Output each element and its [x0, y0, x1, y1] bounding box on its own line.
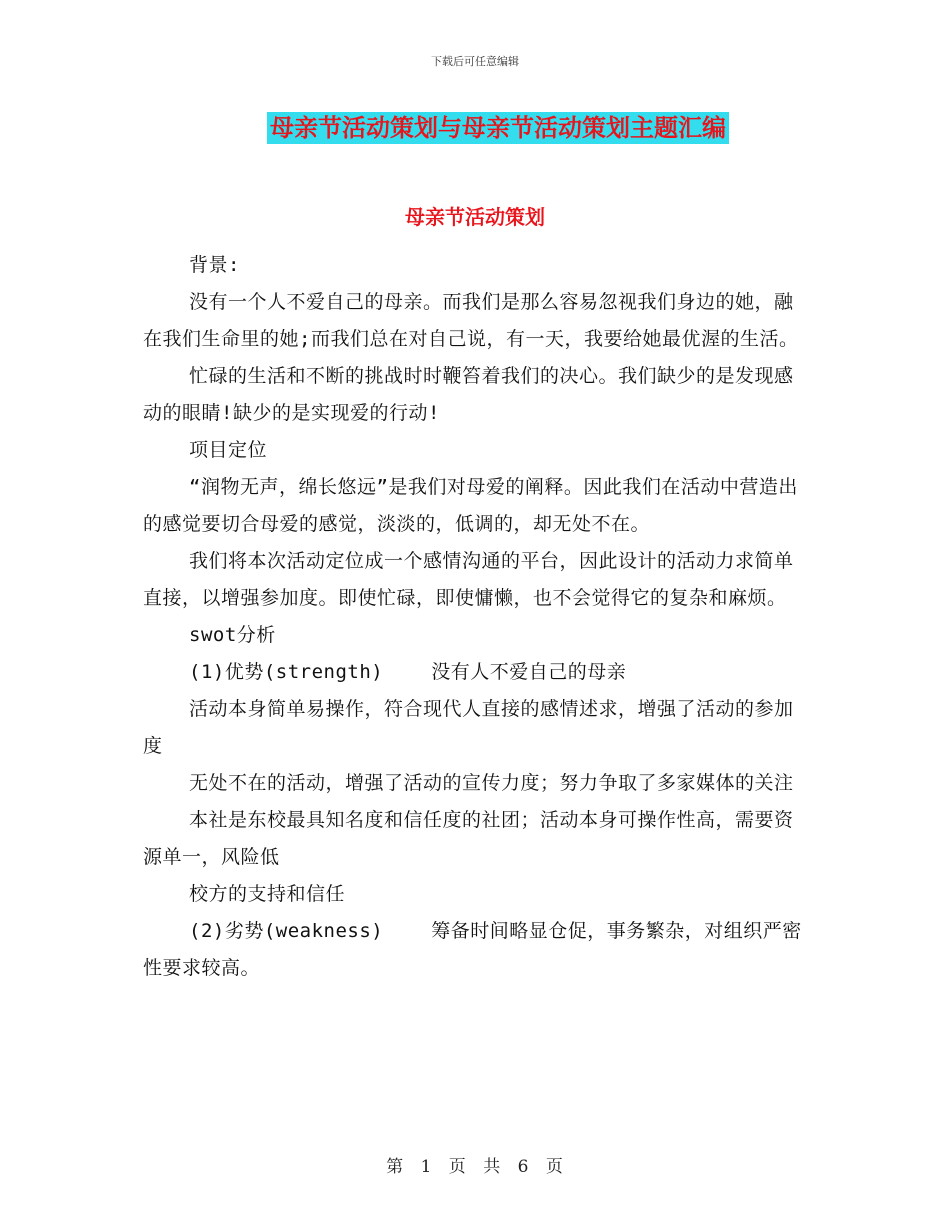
paragraph: 无处不在的活动，增强了活动的宣传力度；努力争取了多家媒体的关注	[189, 772, 794, 794]
weakness-label: (2)劣势(weakness)	[189, 920, 384, 942]
document-body	[143, 247, 807, 987]
paragraph-weakness	[143, 913, 807, 987]
paragraph-swot-label: swot分析	[189, 624, 276, 646]
paragraph	[143, 802, 807, 876]
paragraph-positioning-label: 项目定位	[189, 439, 268, 461]
paragraph-strength	[143, 654, 807, 691]
strength-label: (1)优势(strength)	[189, 661, 384, 683]
paragraph: 我们将本次活动定位成一个感情沟通的平台，因此设计的活动力求简单直接，以增强参加度。即使忙碌，即使慵懒，也不会觉得它的复杂和麻烦。	[143, 550, 794, 609]
footer-middle: 页	[448, 1157, 467, 1177]
page-footer	[0, 1152, 950, 1177]
document-title: 母亲节活动策划与母亲节活动策划主题汇编	[267, 112, 729, 144]
footer-page-number: 1	[420, 1157, 433, 1177]
paragraph: 没有一个人不爱自己的母亲。而我们是那么容易忽视我们身边的她，融在我们生命里的她;而我们总在对自己说，有一天，我要给她最优渥的生活。	[143, 291, 799, 350]
paragraph: 校方的支持和信任	[189, 883, 346, 905]
paragraph-text: 本社是东校最具知名度和信任度的社团；活动本身可操作性高，需要资源单一，风险低	[143, 809, 794, 868]
footer-total-pages: 6	[517, 1157, 530, 1177]
document-title-container	[0, 112, 950, 144]
paragraph: 忙碌的生活和不断的挑战时时鞭笞着我们的决心。我们缺少的是发现感动的眼睛!缺少的是实现爱的行动!	[143, 365, 794, 424]
footer-suffix: 页	[545, 1157, 564, 1177]
paragraph: 活动本身简单易操作，符合现代人直接的感情述求，增强了活动的参加度	[143, 698, 794, 757]
weakness-text: 筹备时间略显仓促，事务繁杂，对组织严密性要求较高。	[143, 920, 802, 979]
paragraph: “润物无声，绵长悠远”是我们对母爱的阐释。因此我们在活动中营造出的感觉要切合母爱的感觉，淡淡的，低调的，却无处不在。	[143, 476, 798, 535]
footer-prefix: 第	[386, 1157, 405, 1177]
paragraph-background-label: 背景:	[189, 254, 240, 276]
footer-total-prefix: 共	[483, 1157, 502, 1177]
section-title: 母亲节活动策划	[405, 205, 545, 229]
strength-text: 没有人不爱自己的母亲	[431, 661, 627, 683]
header-note: 下载后可任意编辑	[431, 55, 519, 68]
